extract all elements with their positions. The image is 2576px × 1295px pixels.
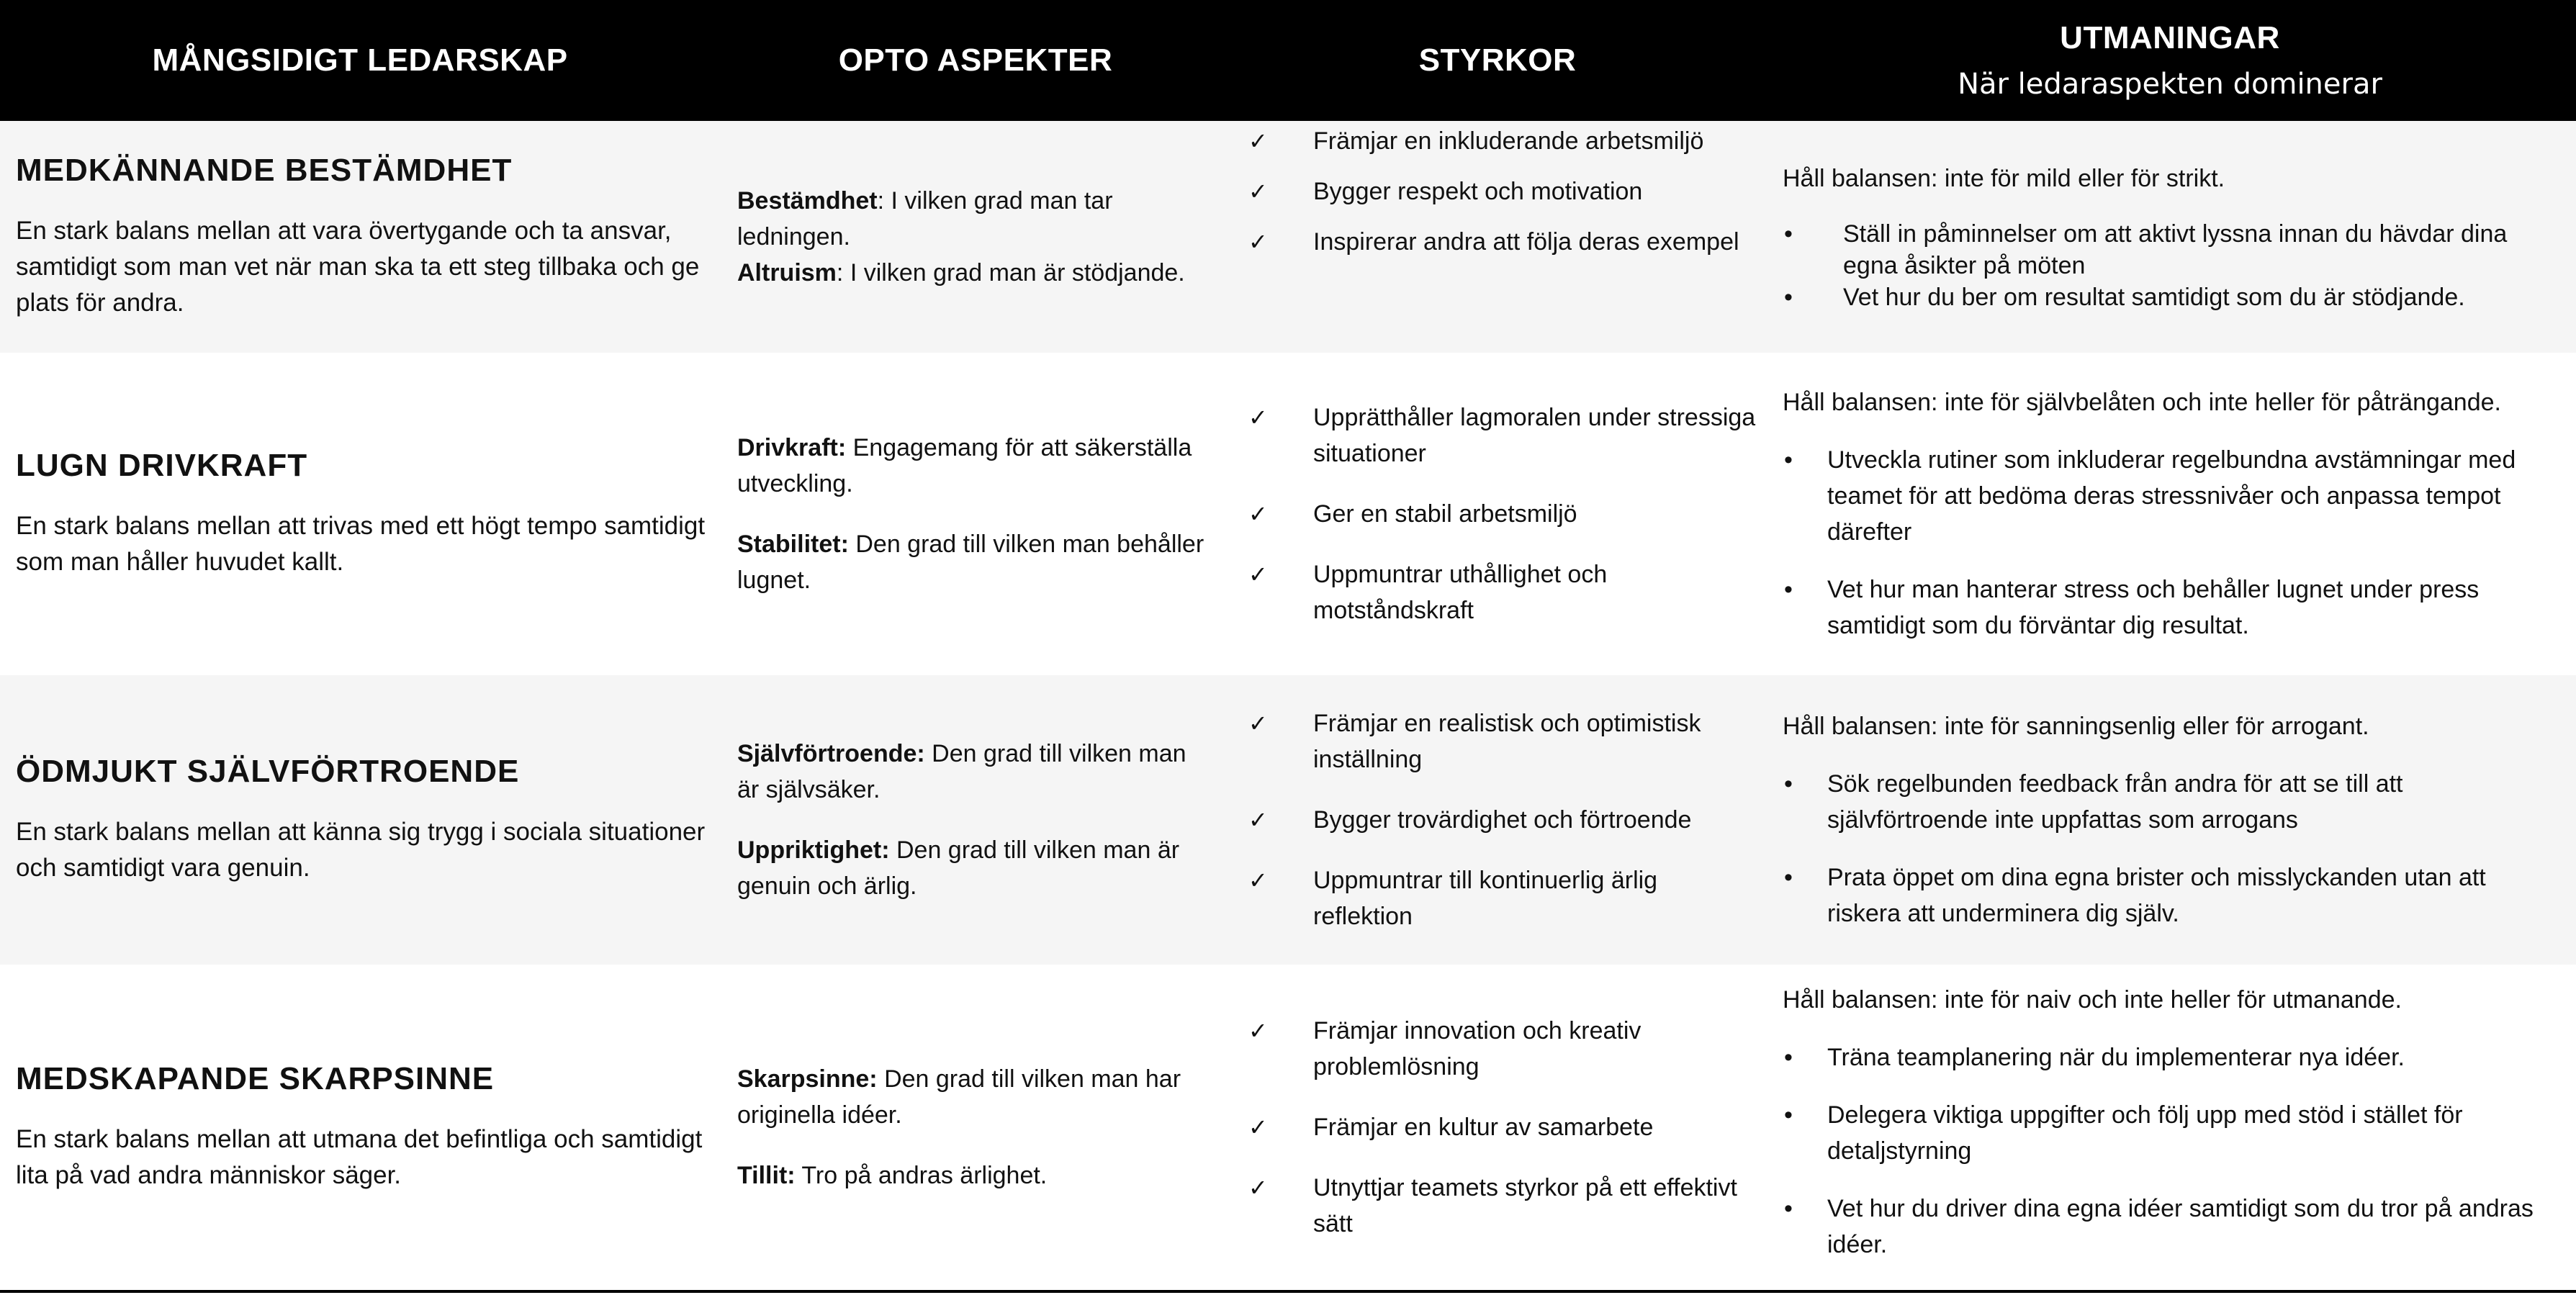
challenges-cell xyxy=(1783,121,2560,353)
challenge-item xyxy=(1783,859,2560,931)
challenge-text: Delegera viktiga uppgifter och följ upp med stöd i stället för detaljstyrning xyxy=(1827,1101,2463,1165)
check-icon: ✓ xyxy=(1248,806,1268,834)
check-icon: ✓ xyxy=(1248,1017,1268,1044)
aspect-name: Stabilitet: xyxy=(737,531,849,558)
bullet-icon: • xyxy=(1784,864,1793,891)
challenge-item xyxy=(1783,218,2560,281)
aspects-cell xyxy=(737,121,1212,353)
row-description: En stark balans mellan att vara övertygande och ta ansvar, samtidigt som man vet när man ska ta ett steg tillbaka och ge plats för andra. xyxy=(16,217,700,317)
table-row xyxy=(0,353,2576,675)
challenge-text: Sök regelbunden feedback från andra för att se till att självförtroende inte uppfattas som arrogans xyxy=(1827,770,2403,834)
strength-item xyxy=(1238,705,1757,777)
challenge-text: Vet hur man hanterar stress och behåller lugnet under press samtidigt som du förväntar dig resultat. xyxy=(1827,576,2480,639)
bottom-border xyxy=(0,1290,2576,1293)
aspect-text: : I vilken grad man tar ledningen. xyxy=(737,187,1113,251)
strength-item xyxy=(1238,862,1757,934)
balance-text: Håll balansen: inte för självbelåten och inte heller för påträngande. xyxy=(1783,389,2501,416)
row-title: LUGN DRIVKRAFT xyxy=(16,448,308,483)
aspect-item xyxy=(737,832,1212,904)
aspect-item xyxy=(737,430,1212,502)
header-cell-aspects xyxy=(720,0,1231,121)
strengths-cell xyxy=(1238,965,1757,1290)
strength-item xyxy=(1238,496,1757,532)
aspect-item xyxy=(737,1158,1212,1194)
row-title: MEDKÄNNANDE BESTÄMDHET xyxy=(16,153,513,188)
challenge-item xyxy=(1783,1039,2560,1075)
aspect-name: Självförtroende: xyxy=(737,740,925,767)
challenge-text: Prata öppet om dina egna brister och misslyckanden utan att riskera att underminera dig själv. xyxy=(1827,864,2486,927)
challenge-text: Träna teamplanering när du implementerar nya idéer. xyxy=(1827,1044,2405,1071)
challenge-item xyxy=(1783,281,2560,313)
bullet-icon: • xyxy=(1784,770,1793,798)
header-leadership: MÅNGSIDIGT LEDARSKAP xyxy=(152,42,568,78)
challenge-item xyxy=(1783,1097,2560,1169)
aspect-text: Tro på andras ärlighet. xyxy=(795,1162,1048,1189)
challenges-cell xyxy=(1783,965,2560,1290)
row-title: MEDSKAPANDE SKARPSINNE xyxy=(16,1061,495,1096)
row-title: ÖDMJUKT SJÄLVFÖRTROENDE xyxy=(16,754,520,789)
challenge-item xyxy=(1783,1191,2560,1263)
challenge-item xyxy=(1783,766,2560,838)
strength-item xyxy=(1238,125,1757,157)
strength-text: Upprätthåller lagmoralen under stressiga situationer xyxy=(1313,404,1756,467)
challenge-text: Utveckla rutiner som inkluderar regelbundna avstämningar med teamet för att bedöma deras stressnivåer och anpassa tempot därefter xyxy=(1827,446,2516,546)
aspect-text: Den grad till vilken man är genuin och ärlig. xyxy=(737,836,1180,900)
leadership-cell xyxy=(16,675,707,965)
bullet-icon: • xyxy=(1784,1101,1793,1129)
strengths-cell xyxy=(1238,353,1757,675)
strengths-cell xyxy=(1238,675,1757,965)
challenges-cell xyxy=(1783,675,2560,965)
table-row xyxy=(0,965,2576,1290)
challenge-text: Ställ in påminnelser om att aktivt lyssna innan du hävdar dina egna åsikter på möten xyxy=(1843,220,2508,279)
strength-text: Främjar en inkluderande arbetsmiljö xyxy=(1313,127,1704,155)
aspect-item xyxy=(737,255,1212,291)
check-icon: ✓ xyxy=(1248,404,1268,431)
challenge-item xyxy=(1783,572,2560,644)
leadership-cell xyxy=(16,965,707,1290)
aspect-name: Drivkraft: xyxy=(737,434,847,461)
table-header xyxy=(0,0,2576,121)
header-challenges-subtitle: När ledaraspekten dominerar xyxy=(1958,68,2382,101)
aspect-text: : I vilken grad man är stödjande. xyxy=(836,259,1185,286)
aspects-cell xyxy=(737,965,1212,1290)
check-icon: ✓ xyxy=(1248,1114,1268,1141)
check-icon: ✓ xyxy=(1248,178,1268,205)
strength-item xyxy=(1238,1013,1757,1085)
strength-item xyxy=(1238,1170,1757,1242)
check-icon: ✓ xyxy=(1248,1174,1268,1201)
header-cell-strengths xyxy=(1231,0,1764,121)
aspect-item xyxy=(737,736,1212,808)
aspect-name: Tillit: xyxy=(737,1162,796,1189)
bullet-icon: • xyxy=(1784,1044,1793,1071)
strength-text: Bygger trovärdighet och förtroende xyxy=(1313,806,1692,834)
aspect-name: Bestämdhet xyxy=(737,187,878,215)
check-icon: ✓ xyxy=(1248,127,1268,155)
challenge-item xyxy=(1783,442,2560,550)
balance-text: Håll balansen: inte för sanningsenlig eller för arrogant. xyxy=(1783,713,2369,740)
aspect-text: Den grad till vilken man har originella idéer. xyxy=(737,1065,1181,1129)
aspect-text: Den grad till vilken man är självsäker. xyxy=(737,740,1186,803)
strength-text: Ger en stabil arbetsmiljö xyxy=(1313,500,1577,528)
aspect-name: Altruism xyxy=(737,259,837,286)
balance-text: Håll balansen: inte för naiv och inte heller för utmanande. xyxy=(1783,986,2402,1014)
challenge-text: Vet hur du driver dina egna idéer samtidigt som du tror på andras idéer. xyxy=(1827,1195,2534,1258)
row-description: En stark balans mellan att utmana det befintliga och samtidigt lita på vad andra människor säger. xyxy=(16,1125,703,1189)
header-cell-leadership xyxy=(0,0,720,121)
strength-item xyxy=(1238,176,1757,207)
aspect-name: Uppriktighet: xyxy=(737,836,890,864)
check-icon: ✓ xyxy=(1248,228,1268,256)
challenges-cell xyxy=(1783,353,2560,675)
header-cell-challenges xyxy=(1764,0,2576,121)
table-row xyxy=(0,675,2576,965)
aspect-item xyxy=(737,526,1212,598)
strength-item xyxy=(1238,556,1757,628)
balance-text: Håll balansen: inte för mild eller för strikt. xyxy=(1783,165,2225,192)
challenge-text: Vet hur du ber om resultat samtidigt som du är stödjande. xyxy=(1843,284,2465,311)
header-aspects: OPTO ASPEKTER xyxy=(838,42,1113,78)
strength-item xyxy=(1238,226,1757,258)
header-strengths: STYRKOR xyxy=(1418,42,1577,78)
aspect-item xyxy=(737,1061,1212,1133)
strength-text: Uppmuntrar uthållighet och motståndskraft xyxy=(1313,561,1608,624)
strength-text: Inspirerar andra att följa deras exempel xyxy=(1313,228,1739,256)
aspect-name: Skarpsinne: xyxy=(737,1065,878,1093)
bullet-icon: • xyxy=(1784,1195,1793,1222)
strength-text: Bygger respekt och motivation xyxy=(1313,178,1643,205)
aspects-cell xyxy=(737,675,1212,965)
aspects-cell xyxy=(737,353,1212,675)
header-challenges: UTMANINGAR xyxy=(2060,20,2280,55)
bullet-icon: • xyxy=(1784,284,1793,311)
leadership-cell xyxy=(16,353,707,675)
strength-text: Främjar en kultur av samarbete xyxy=(1313,1114,1654,1141)
aspect-text: Engagemang för att säkerställa utveckling. xyxy=(737,434,1192,497)
strength-text: Främjar innovation och kreativ problemlösning xyxy=(1313,1017,1641,1080)
strength-text: Främjar en realistisk och optimistisk inställning xyxy=(1313,710,1701,773)
strength-item xyxy=(1238,1109,1757,1145)
strength-item xyxy=(1238,802,1757,838)
row-description: En stark balans mellan att trivas med ett högt tempo samtidigt som man håller huvudet kallt. xyxy=(16,512,706,576)
check-icon: ✓ xyxy=(1248,500,1268,528)
check-icon: ✓ xyxy=(1248,867,1268,894)
bullet-icon: • xyxy=(1784,446,1793,474)
bullet-icon: • xyxy=(1784,576,1793,603)
check-icon: ✓ xyxy=(1248,710,1268,737)
row-description: En stark balans mellan att känna sig trygg i sociala situationer och samtidigt vara genuin. xyxy=(16,818,706,882)
strength-text: Utnyttjar teamets styrkor på ett effektivt sätt xyxy=(1313,1174,1737,1237)
aspect-item xyxy=(737,183,1212,255)
bullet-icon: • xyxy=(1784,220,1793,248)
aspect-text: Den grad till vilken man behåller lugnet. xyxy=(737,531,1204,594)
table-row xyxy=(0,121,2576,353)
strengths-cell xyxy=(1238,121,1757,353)
strength-text: Uppmuntrar till kontinuerlig ärlig reflektion xyxy=(1313,867,1658,930)
leadership-cell xyxy=(16,121,707,353)
check-icon: ✓ xyxy=(1248,561,1268,588)
strength-item xyxy=(1238,400,1757,471)
